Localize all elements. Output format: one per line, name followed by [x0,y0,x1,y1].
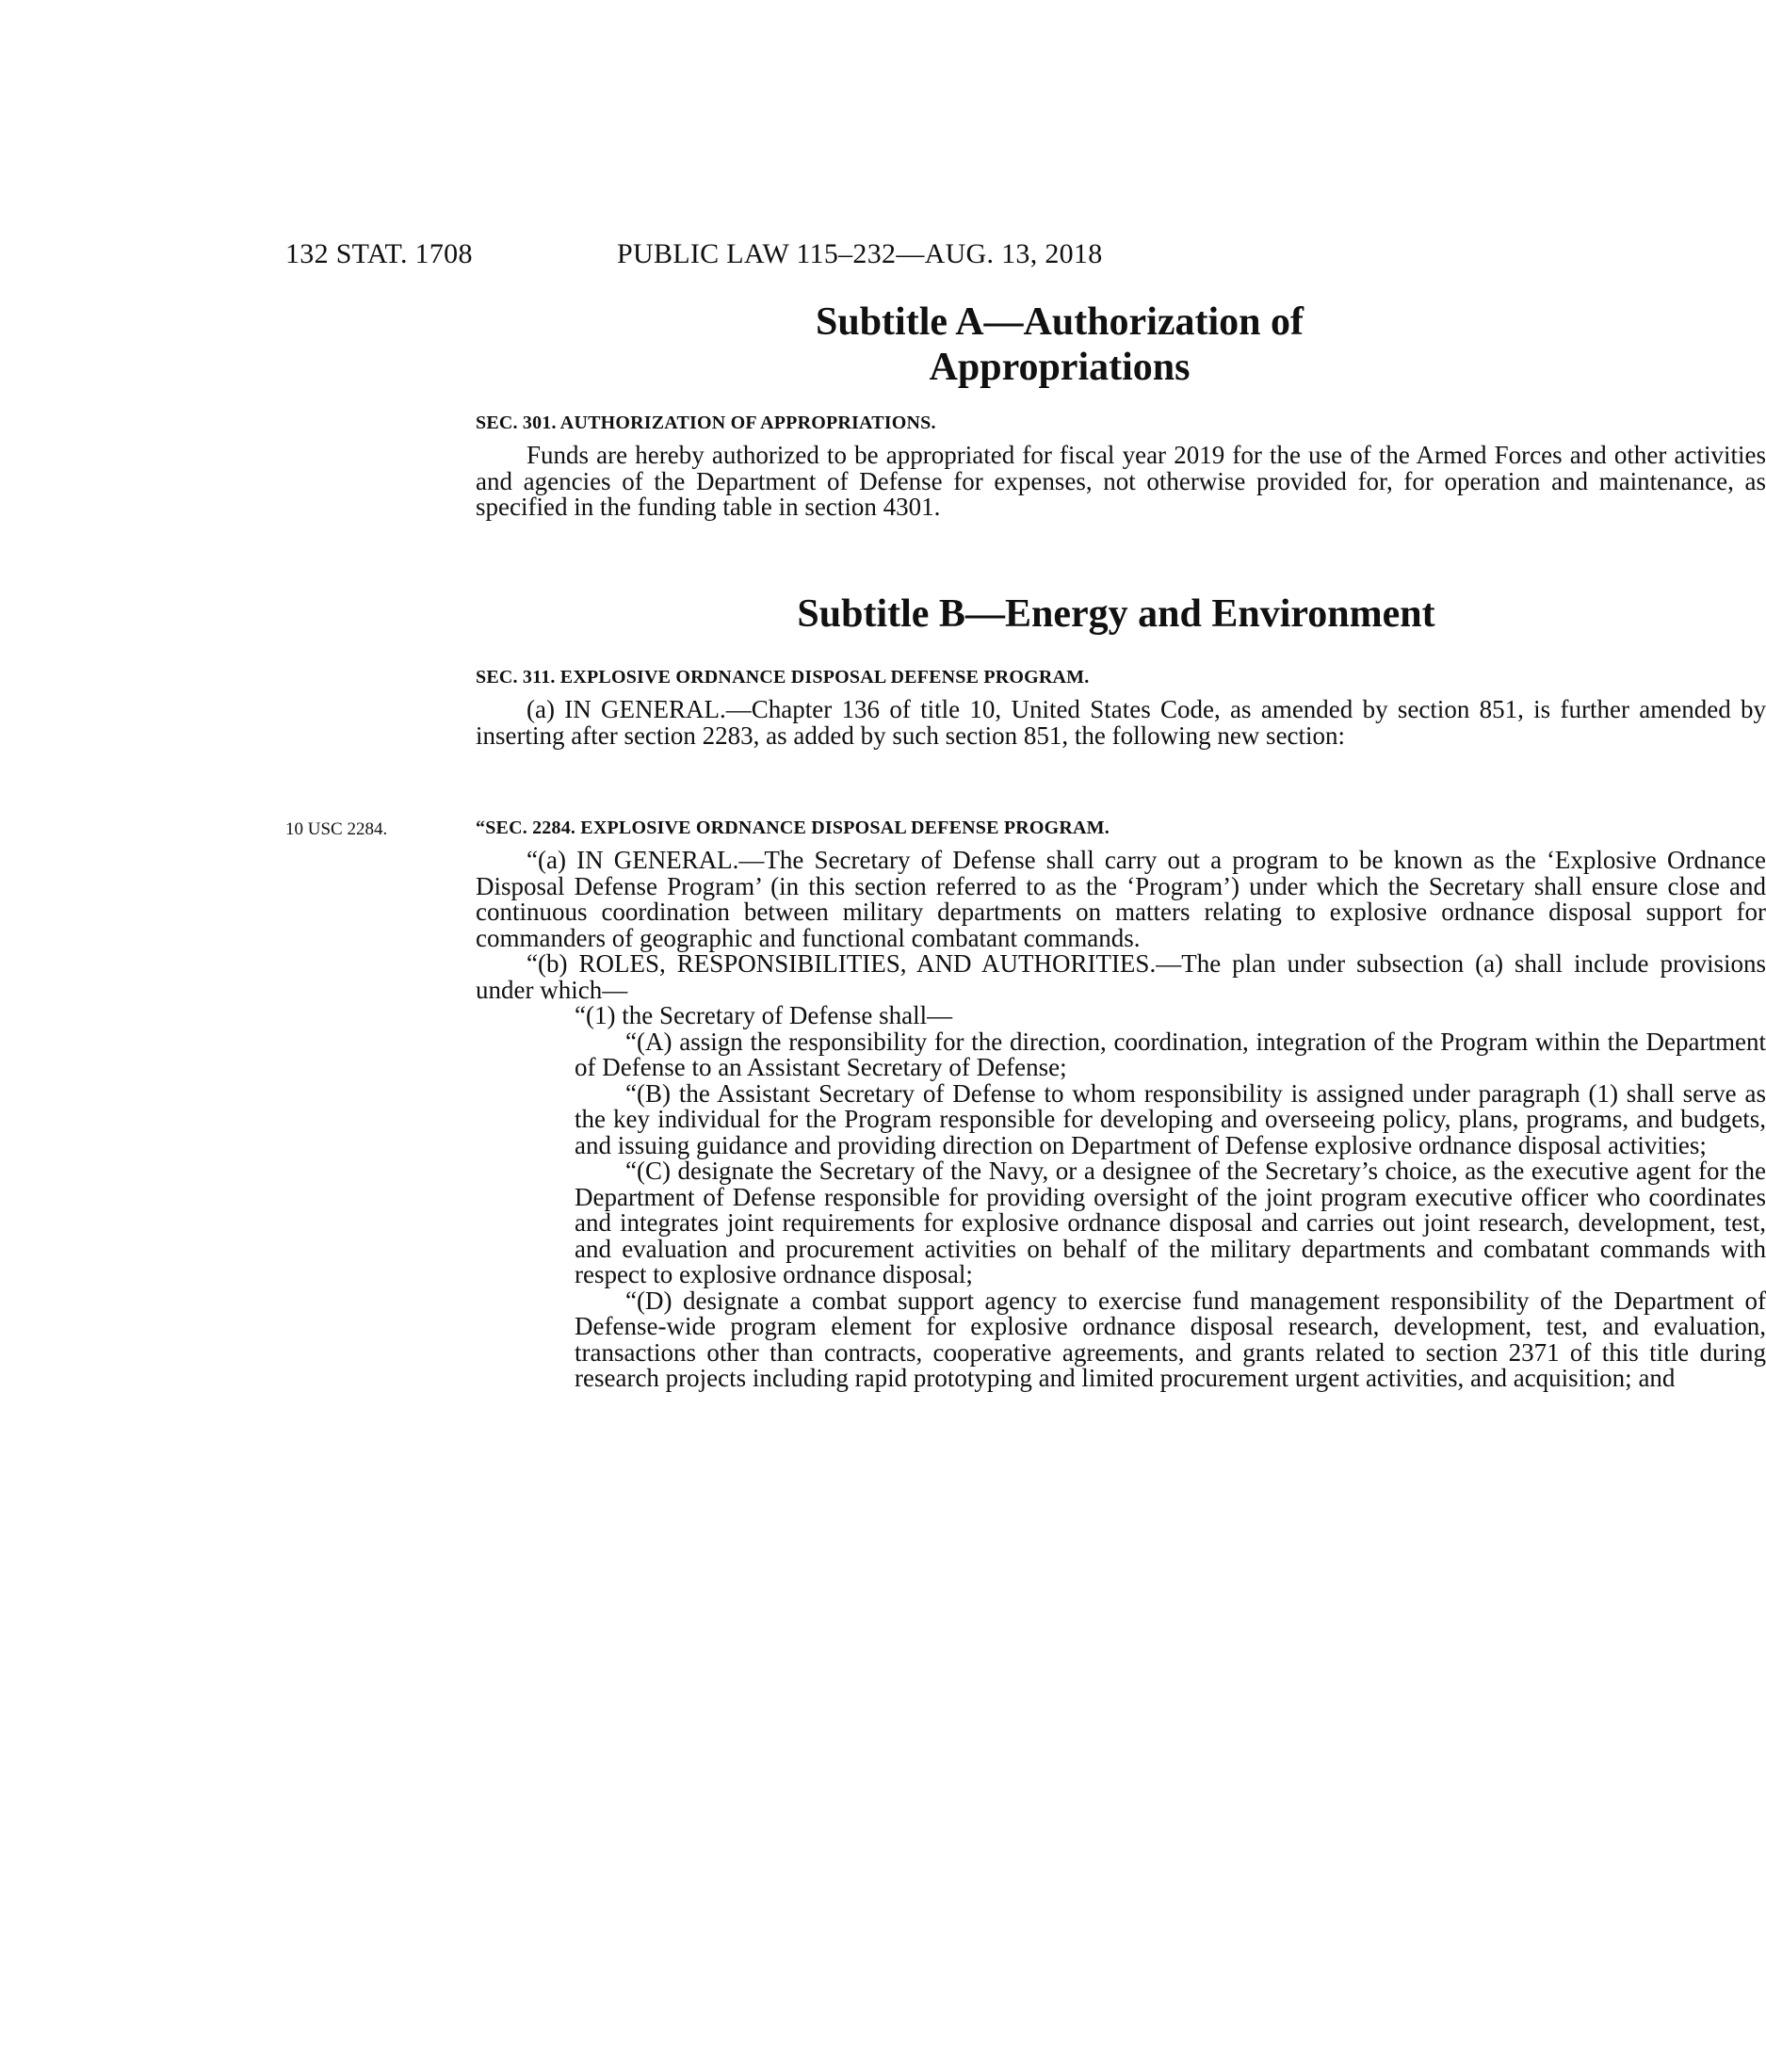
running-header: PUBLIC LAW 115–232—AUG. 13, 2018 [617,238,1103,269]
sec-2284-b-1-D: “(D) designate a combat support agency to exercise fund management responsibility of the Department of Defense-wide program element for explosive ordnance disposal research, development, test, and evaluation, transactions other than contracts, cooperative agreements, and grants related to section 2371 of this title during research projects including rapid prototyping and limited procurement urgent activities, and acquisition; and [575,1286,1766,1392]
sec-2284-b-1: “(1) the Secretary of Defense shall— [575,1001,953,1029]
sec-2284-b-1-A: “(A) assign the responsibility for the direction, coordination, integration of the Program within the Department of Defense to an Assistant Secretary of Defense; [575,1027,1766,1081]
sec-2284-a: “(a) IN GENERAL.—The Secretary of Defense shall carry out a program to be known as the ‘Explosive Ordnance Disposal Defense Program’ (in this section referred to as the ‘Program’) under which the Secretary shall ensure close and continuous coordination between military departments on matters relating to explosive ordnance disposal support for commanders of geographic and functional combatant commands. [476,846,1766,952]
sec-311-heading: SEC. 311. EXPLOSIVE ORDNANCE DISPOSAL DEFENSE PROGRAM. [476,667,1090,688]
subtitle-b-heading: Subtitle B—Energy and Environment [797,592,1435,636]
subtitle-a-line2: Appropriations [929,346,1191,389]
sec-2284-body [476,848,1766,1392]
sec-301-heading: SEC. 301. AUTHORIZATION OF APPROPRIATIONS. [476,413,936,433]
sec-2284-heading: “SEC. 2284. EXPLOSIVE ORDNANCE DISPOSAL DEFENSE PROGRAM. [476,817,1110,838]
sec-2284-b-1-B: “(B) the Assistant Secretary of Defense to whom responsibility is assigned under paragraph (1) shall serve as the key individual for the Program responsible for developing and overseeing policy, plans, programs, and budgets, and issuing guidance and providing direction on Department of Defense explosive ordnance disposal activities; [575,1078,1766,1159]
sec-311-para-a [476,697,1766,749]
sec-2284-b-1-C: “(C) designate the Secretary of the Navy, or a designee of the Secretary’s choice, as the executive agent for the Department of Defense responsible for providing oversight of the joint program executive officer who coordinates and integrates joint requirements for explosive ordnance disposal and carries out joint research, development, test, and evaluation and procurement activities on behalf of the military departments and combatant commands with respect to explosive ordnance disposal; [575,1157,1766,1288]
subtitle-a-line1: Subtitle A—Authorization of [815,300,1304,344]
page-stat-citation: 132 STAT. 1708 [285,238,473,269]
sec-2284-b: “(b) ROLES, RESPONSIBILITIES, AND AUTHORITIES.—The plan under subsection (a) shall include provisions under which— [476,949,1766,1004]
subtitle-a-heading [551,299,1568,390]
sec-301-text: Funds are hereby authorized to be appropriated for fiscal year 2019 for the use of the Armed Forces and other activities and agencies of the Department of Defense for expenses, not otherwise provided for, for operation and maintenance, as specified in the funding table in section 4301. [476,441,1766,521]
margin-note: 10 USC 2284. [285,819,388,839]
sec-301-body [476,443,1766,521]
sec-311-para-a-text: (a) IN GENERAL.—Chapter 136 of title 10, United States Code, as amended by section 851, is further amended by inserting after section 2283, as added by such section 851, the following new section: [476,695,1766,750]
